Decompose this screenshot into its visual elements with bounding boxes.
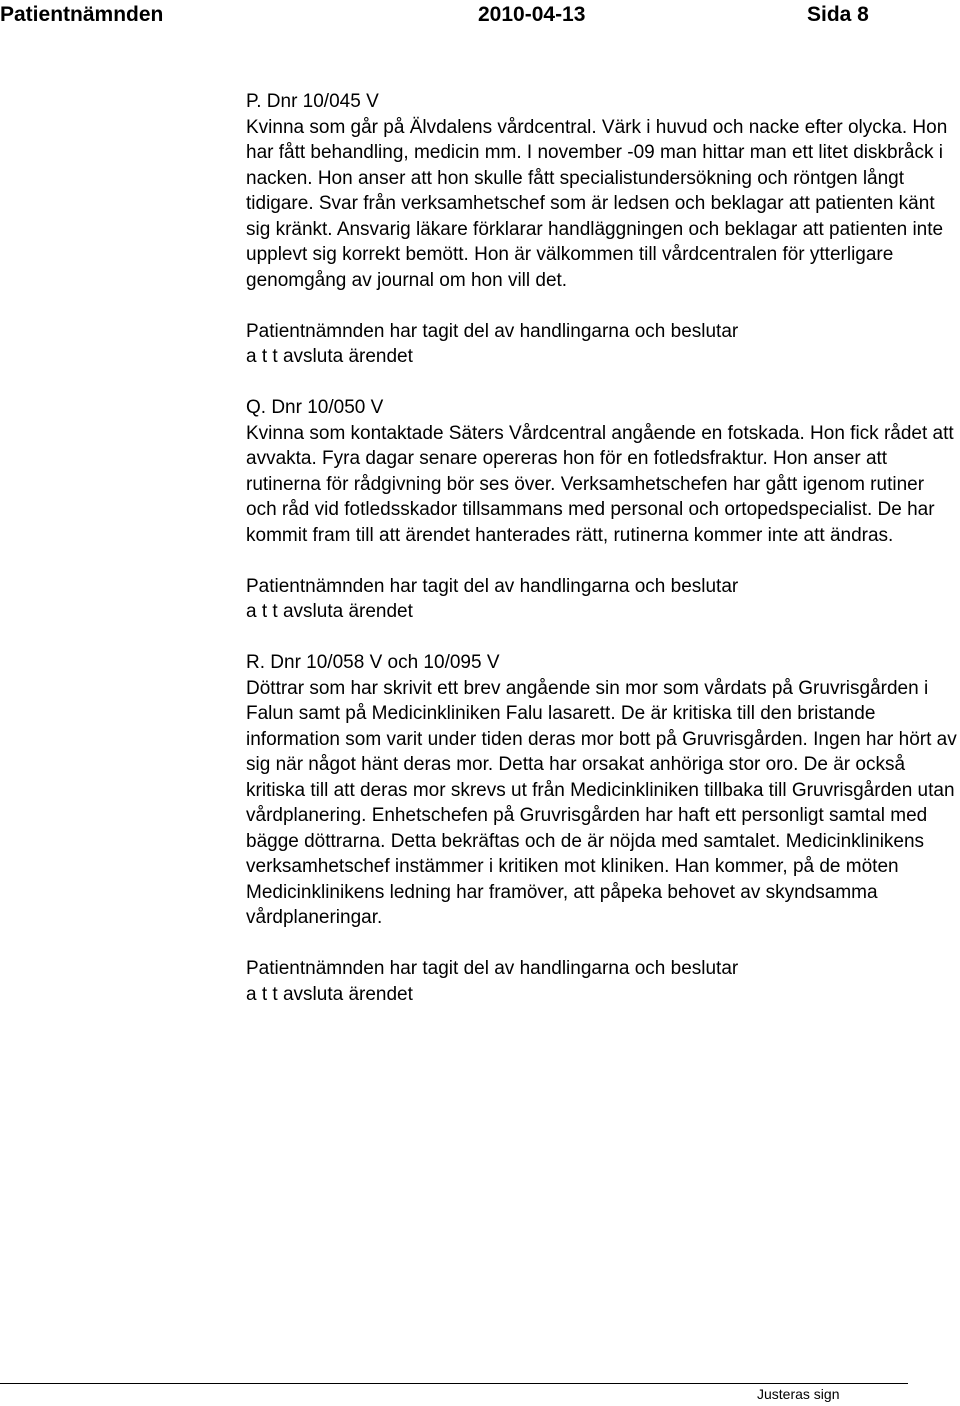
case-description: Kvinna som kontaktade Säters Vårdcentral angående en fotskada. Hon fick rådet att avvakta. Fyra dagar senare opereras hon för en fotledsfraktur. Hon anser att rutinerna för rådgivning bör ses över. Verksamhetschefen har gått igenom rutiner och råd vid fotledsskador tillsammans med personal och ortopedspecialist. De har kommit fram till att ärendet hanterades rätt, rutinerna kommer inte att ändras. — [246, 422, 954, 546]
case-id: R. Dnr 10/058 V och 10/095 V — [246, 652, 500, 673]
decision-text: Patientnämnden har tagit del av handlingarna och beslutar — [246, 958, 739, 979]
decision-text: Patientnämnden har tagit del av handlingarna och beslutar — [246, 320, 739, 342]
case-r — [246, 650, 958, 931]
signature-line — [0, 1383, 908, 1384]
decision-outcome: a t t avsluta ärendet — [246, 601, 413, 622]
signature-label: Justeras sign — [757, 1386, 840, 1402]
decision-text: Patientnämnden har tagit del av handlingarna och beslutar — [246, 575, 739, 597]
header-date: 2010-04-13 — [478, 3, 586, 26]
header-page-number: Sida 8 — [807, 3, 869, 26]
decision-outcome: a t t avsluta ärendet — [246, 983, 413, 1005]
case-decision — [246, 574, 958, 625]
page-header — [0, 2, 960, 28]
case-description: Kvinna som går på Älvdalens vårdcentral. Värk i huvud och nacke efter olycka. Hon har fått behandling, medicin mm. I november -09 man hittar man ett litet diskbråck i nacken. Hon anser att hon skulle fått specialistundersökning och röntgen långt tidigare. Svar från verksamhetschef som är ledsen och beklagar att patienten känt sig kränkt. Ansvarig läkare förklarar handläggningen och beklagar att patienten inte upplevt sig korrekt bemött. Hon är välkommen till vårdcentralen för ytterligare genomgång av journal om hon vill det. — [246, 116, 948, 291]
case-p — [246, 89, 958, 293]
header-organization: Patientnämnden — [0, 3, 164, 26]
document-body — [246, 89, 958, 1033]
case-q — [246, 395, 958, 548]
case-description: Döttrar som har skrivit ett brev angående sin mor som vårdats på Gruvrisgården i Falun samt på Medicinkliniken Falu lasarett. De är kritiska till den bristande information som varit under tiden deras mor bott på Gruvrisgården. Ingen har hört av sig när något hänt deras mor. Detta har orsakat anhöriga stor oro. De är också kritiska till att deras mor skrevs ut från Medicinkliniken tillbaka till Gruvrisgården utan vårdplanering. Enhetschefen på Gruvrisgården har haft ett personligt samtal med bägge döttrarna. Detta bekräftas och de är nöjda med samtalet. Medicinklinikens verksamhetschef instämmer i kritiken mot kliniken. Han kommer, på de möten Medicinklinikens ledning har framöver, att påpeka behovet av skyndsamma vårdplaneringar. — [246, 677, 957, 928]
decision-outcome: a t t avsluta ärendet — [246, 346, 413, 367]
case-id: P. Dnr 10/045 V — [246, 91, 379, 112]
case-id: Q. Dnr 10/050 V — [246, 397, 384, 418]
case-decision — [246, 319, 958, 370]
case-decision — [246, 956, 958, 1007]
